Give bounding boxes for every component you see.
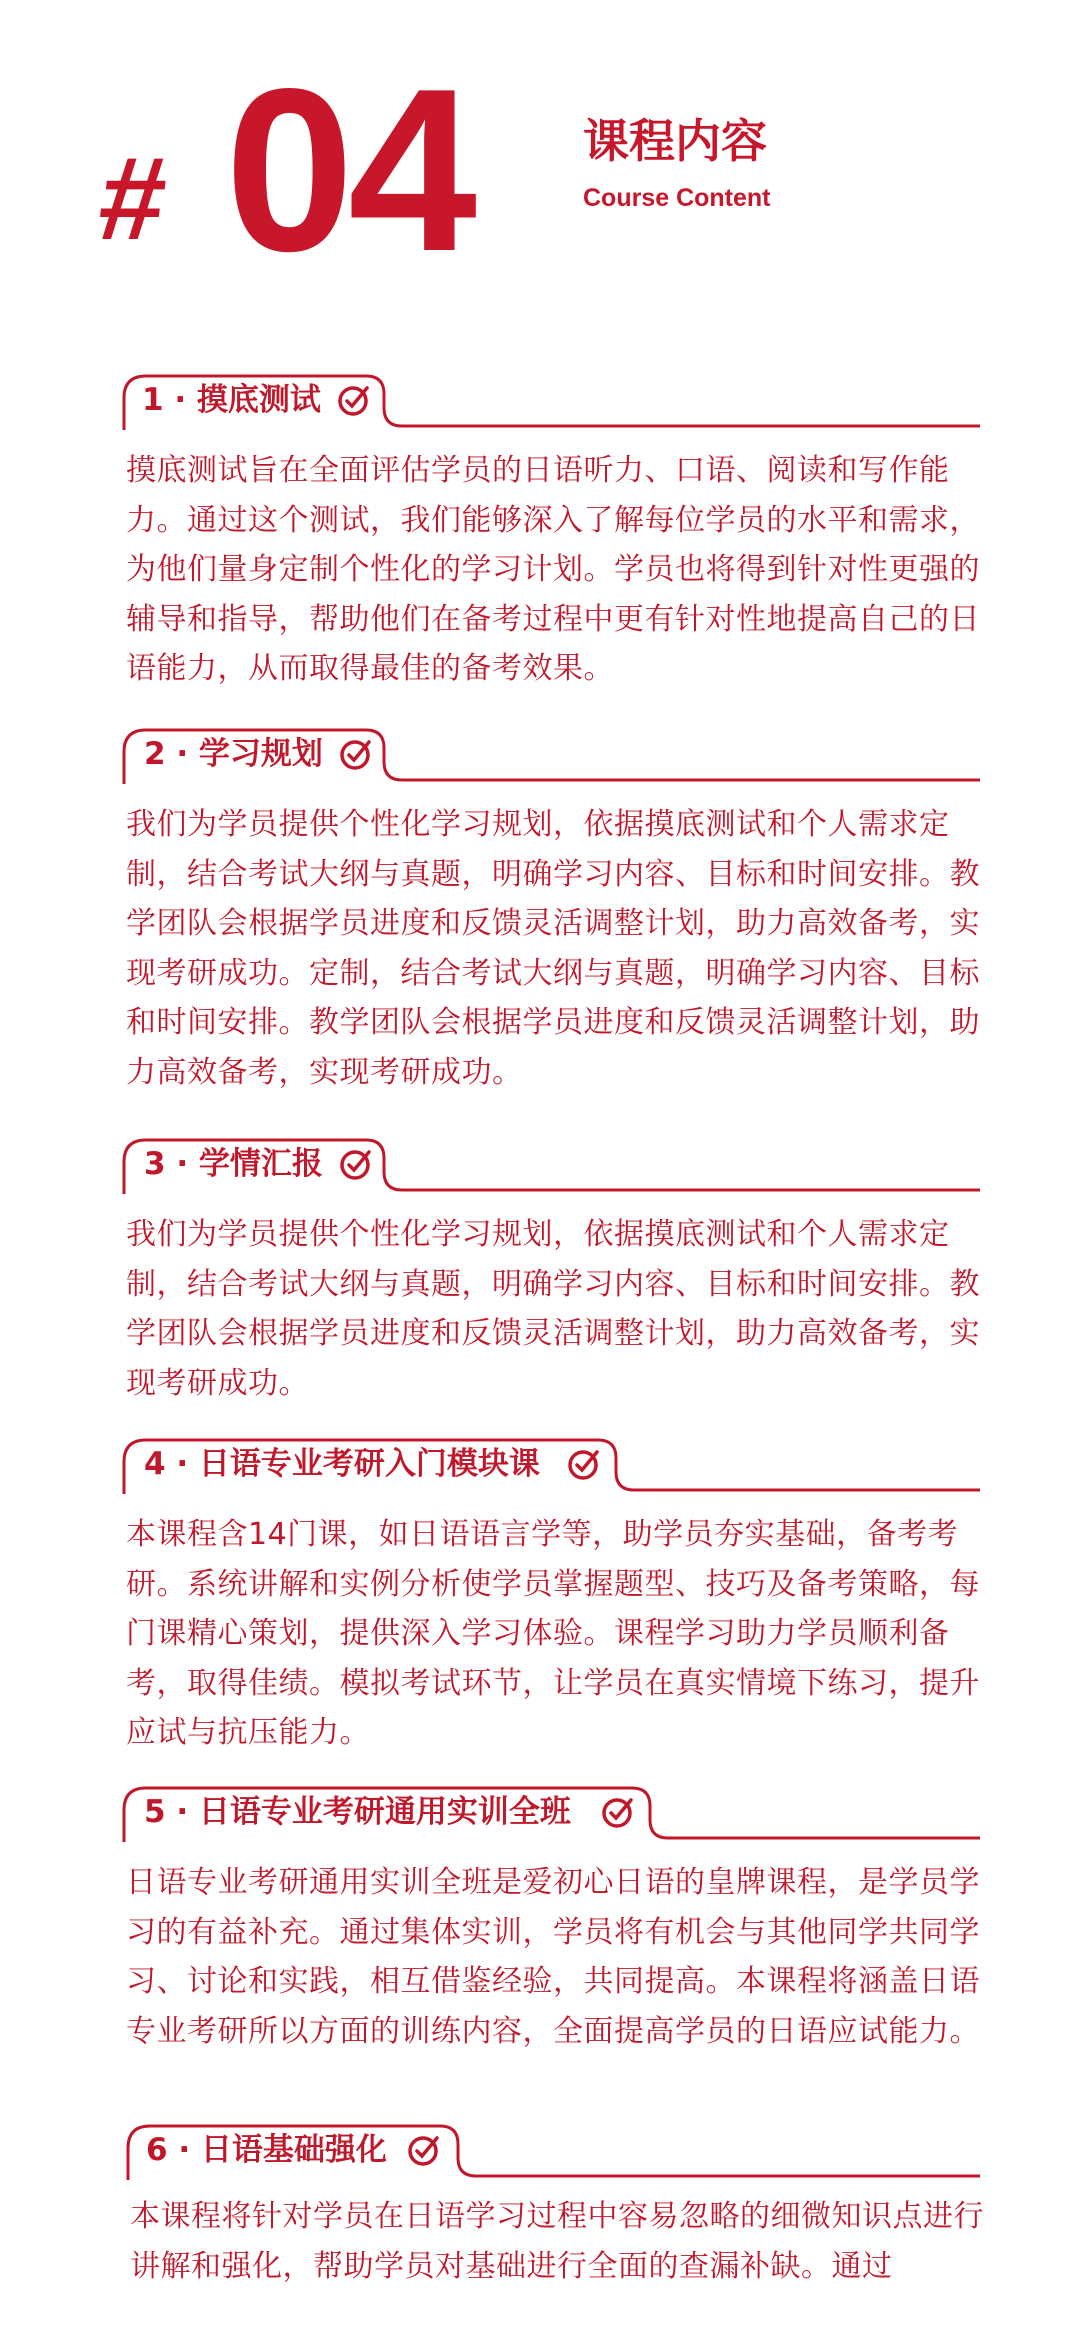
check-circle-icon xyxy=(338,736,374,772)
section-2 xyxy=(0,722,1080,1090)
section-text: 本课程含14门课，如日语语言学等，助学员夯实基础，备考考研。系统讲解和实例分析使学员掌握题型、技巧及备考策略，每门课精心策划，提供深入学习体验。课程学习助力学员顺利备考，取得佳绩。模拟考试环节，让学员在真实情境下练习，提升应试与抗压能力。 xyxy=(126,1517,980,1750)
page-title: 课程内容 xyxy=(583,114,767,168)
section-6 xyxy=(0,2118,1080,2284)
section-header xyxy=(0,368,1080,432)
section-text: 摸底测试旨在全面评估学员的日语听力、口语、阅读和写作能力。通过这个测试，我们能够深入了解每位学员的水平和需求，为他们量身定制个性化的学习计划。学员也将得到针对性更强的辅导和指导，帮助他们在备考过程中更有针对性地提高自己的日语能力，从而取得最佳的备考效果。 xyxy=(126,453,980,686)
section-label: 3 · 学情汇报 xyxy=(144,1146,323,1182)
section-1 xyxy=(0,368,1080,686)
hash-symbol: # xyxy=(93,133,173,265)
section-header xyxy=(0,722,1080,786)
check-circle-icon xyxy=(338,1146,374,1182)
section-label: 4 · 日语专业考研入门模块课 xyxy=(144,1446,540,1482)
section-header xyxy=(0,1132,1080,1196)
page-header xyxy=(0,0,1080,300)
section-5 xyxy=(0,1780,1080,2049)
section-text: 我们为学员提供个性化学习规划，依据摸底测试和个人需求定制，结合考试大纲与真题，明确学习内容、目标和时间安排。教学团队会根据学员进度和反馈灵活调整计划，助力高效备考，实现考研成功。 xyxy=(126,1217,980,1401)
section-number: 04 xyxy=(225,41,472,300)
section-label: 6 · 日语基础强化 xyxy=(146,2132,387,2168)
page-subtitle: Course Content xyxy=(583,184,771,212)
section-text: 日语专业考研通用实训全班是爱初心日语的皇牌课程，是学员学习的有益补充。通过集体实训，学员将有机会与其他同学共同学习、讨论和实践，相互借鉴经验，共同提高。本课程将涵盖日语专业考研所以方面的训练内容，全面提高学员的日语应试能力。 xyxy=(126,1865,980,2049)
section-text: 我们为学员提供个性化学习规划，依据摸底测试和个人需求定制，结合考试大纲与真题，明确学习内容、目标和时间安排。教学团队会根据学员进度和反馈灵活调整计划，助力高效备考，实现考研成功。定制，结合考试大纲与真题，明确学习内容、目标和时间安排。教学团队会根据学员进度和反馈灵活调整计划，助力高效备考，实现考研成功。 xyxy=(126,807,980,1090)
section-3 xyxy=(0,1132,1080,1401)
check-circle-icon xyxy=(566,1446,602,1482)
section-label: 2 · 学习规划 xyxy=(144,736,323,772)
check-circle-icon xyxy=(600,1794,636,1830)
section-header xyxy=(0,1432,1080,1496)
check-circle-icon xyxy=(406,2132,442,2168)
section-header xyxy=(0,2118,1080,2182)
check-circle-icon xyxy=(336,382,372,418)
section-label: 1 · 摸底测试 xyxy=(142,382,321,418)
section-text: 本课程将针对学员在日语学习过程中容易忽略的细微知识点进行讲解和强化，帮助学员对基础进行全面的查漏补缺。通过 xyxy=(130,2199,984,2284)
section-4 xyxy=(0,1432,1080,1750)
section-header xyxy=(0,1780,1080,1844)
section-label: 5 · 日语专业考研通用实训全班 xyxy=(144,1794,571,1830)
